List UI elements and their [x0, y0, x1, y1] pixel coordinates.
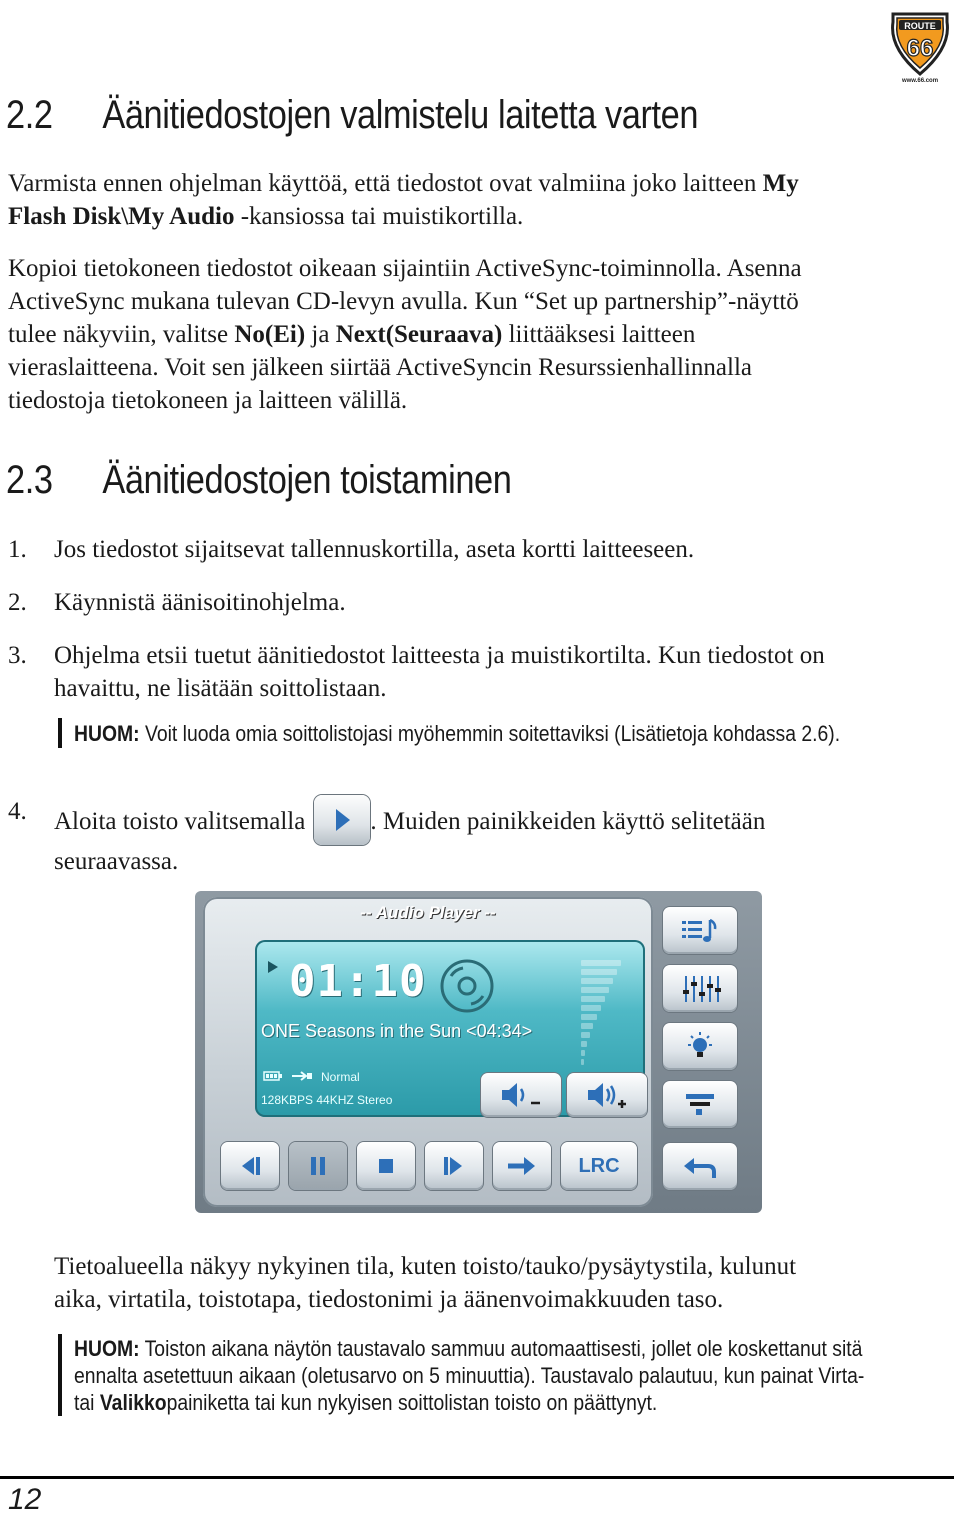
- section-2-2-heading: [6, 93, 698, 138]
- back-button[interactable]: [663, 1143, 737, 1190]
- note-text: ennalta asetettuun aikaan (oletusarvo on 5 minuuttia). Taustavalo palautuu, kun painat Virta-: [74, 1363, 865, 1388]
- step-text: [54, 795, 765, 878]
- section-title: Äänitiedostojen toistaminen: [102, 458, 512, 502]
- note-text: Toiston aikana näytön taustavalo sammuu automaattisesti, jollet ole koskettanut sitä: [139, 1336, 863, 1361]
- playlist-button[interactable]: [663, 907, 737, 954]
- next-button[interactable]: [425, 1142, 483, 1190]
- player-title: -- Audio Player --: [360, 903, 496, 922]
- note-text: tai: [74, 1390, 100, 1415]
- note-text: Voit luoda omia soittolistojasi myöhemmin soitettaviksi (Lisätietoja kohdassa 2.6).: [139, 721, 841, 746]
- volume-meter: [581, 960, 621, 1080]
- player-frame: [203, 897, 653, 1207]
- text: havaittu, ne lisätään soittolistaan.: [54, 675, 387, 702]
- volume-down-icon: [496, 1077, 546, 1113]
- section-2-3-heading: [6, 458, 511, 503]
- note-text: painiketta tai kun nykyisen soittolistan toisto on päättynyt.: [166, 1390, 658, 1415]
- step-number: 2.: [8, 589, 27, 616]
- step-text: Jos tiedostot sijaitsevat tallennuskortilla, aseta kortti laitteeseen.: [54, 536, 695, 563]
- step-text: [54, 639, 825, 705]
- play-button-image: [314, 795, 370, 845]
- lyrics-button-label: LRC: [578, 1154, 620, 1177]
- text: Ohjelma etsii tuetut äänitiedostot laitteesta ja muistikortilta. Kun tiedostot on: [54, 642, 825, 669]
- equalizer-button[interactable]: [663, 965, 737, 1012]
- note-bar: [58, 718, 62, 748]
- cd-icon: [439, 958, 495, 1014]
- logo-number: 66: [906, 35, 934, 62]
- lyrics-button[interactable]: [561, 1142, 637, 1190]
- text: Tietoalueella näkyy nykyinen tila, kuten toisto/tauko/pysäytystila, kulunut: [54, 1253, 797, 1280]
- text: seuraavassa.: [54, 848, 179, 875]
- volume-down-button[interactable]: [481, 1073, 561, 1117]
- text: tiedostoja tietokoneen ja laitteen välillä.: [8, 387, 408, 414]
- list-item: [8, 639, 958, 705]
- playlist-icon: [678, 914, 722, 948]
- footer-rule: [0, 1476, 954, 1479]
- backlight-button[interactable]: [663, 1023, 737, 1070]
- bold-text: No(Ei): [234, 321, 306, 348]
- note-bold: Valikko: [99, 1390, 167, 1415]
- stop-icon: [366, 1151, 406, 1181]
- note-bar: [58, 1334, 62, 1416]
- list-item: [8, 795, 948, 875]
- section-number: 2.2: [6, 93, 53, 137]
- bold-text: My: [762, 170, 799, 197]
- logo-top-text: ROUTE: [904, 21, 936, 31]
- step-number: 1.: [8, 536, 27, 563]
- text: . Muiden painikkeiden käyttö selitetään: [370, 808, 766, 835]
- text: ActiveSync mukana tulevan CD-levyn avulla. Kun “Set up partnership”-näyttö: [8, 288, 799, 315]
- step-number: 3.: [8, 642, 27, 669]
- play-status-icon: [267, 960, 279, 974]
- equalizer-icon: [678, 972, 722, 1006]
- pause-icon: [298, 1151, 338, 1181]
- page-number: 12: [8, 1483, 42, 1516]
- note-label: HUOM:: [74, 721, 140, 746]
- section-title: Äänitiedostojen valmistelu laitetta varten: [102, 93, 699, 137]
- list-item: [8, 586, 948, 619]
- play-icon: [314, 795, 370, 845]
- volume-up-button[interactable]: [567, 1073, 647, 1117]
- text: tulee näkyviin, valitse: [8, 321, 235, 348]
- text: vieraslaitteena. Voit sen jälkeen siirtää ActiveSyncin Resurssienhallinnalla: [8, 354, 753, 381]
- next-icon: [434, 1151, 474, 1181]
- bold-text: Next(Seuraava): [335, 321, 503, 348]
- elapsed-time: 01:10: [289, 956, 427, 1007]
- step-text: Käynnistä äänisoitinohjelma.: [54, 589, 346, 616]
- settings-list-icon: [678, 1088, 722, 1122]
- audio-player-screenshot: [195, 891, 762, 1213]
- text: aika, virtatila, toistotapa, tiedostonimi ja äänenvoimakkuuden taso.: [54, 1286, 724, 1313]
- volume-up-icon: [582, 1077, 632, 1113]
- logo-url: www.66.com: [901, 78, 939, 84]
- lightbulb-icon: [678, 1030, 722, 1064]
- repeat-mode-icon: [291, 1070, 313, 1082]
- note-playlist: [74, 720, 840, 747]
- previous-button[interactable]: [221, 1142, 279, 1190]
- section-number: 2.3: [6, 458, 53, 502]
- stop-button[interactable]: [357, 1142, 415, 1190]
- back-arrow-icon: [678, 1150, 722, 1184]
- list-item: [8, 533, 948, 566]
- paragraph-activesync: [8, 252, 948, 417]
- note-label: HUOM:: [74, 1336, 140, 1361]
- player-side-buttons: [661, 903, 749, 1203]
- route66-logo: [887, 8, 953, 84]
- battery-icon: [263, 1070, 283, 1082]
- paragraph-info-area: [54, 1250, 954, 1316]
- audio-info: 128KBPS 44KHZ Stereo: [261, 1093, 393, 1107]
- text: Kopioi tietokoneen tiedostot oikeaan sijaintiin ActiveSync-toiminnolla. Asenna: [8, 255, 802, 282]
- note-backlight: [74, 1335, 864, 1416]
- text: -kansiossa tai muistikortilla.: [234, 203, 524, 230]
- text: ja: [305, 321, 336, 348]
- previous-icon: [230, 1151, 270, 1181]
- forward-button[interactable]: [493, 1142, 551, 1190]
- text: Varmista ennen ohjelman käyttöä, että tiedostot ovat valmiina joko laitteen: [8, 170, 763, 197]
- song-title: ONE Seasons in the Sun <04:34>: [261, 1021, 533, 1041]
- settings-button[interactable]: [663, 1081, 737, 1128]
- pause-button[interactable]: [289, 1142, 347, 1190]
- step-number: 4.: [8, 798, 27, 825]
- play-mode: Normal: [321, 1070, 360, 1084]
- paragraph-prepare: [8, 167, 948, 233]
- bold-path: Flash Disk\My Audio: [8, 203, 235, 230]
- arrow-right-icon: [502, 1151, 542, 1181]
- text: liittääksesi laitteen: [502, 321, 696, 348]
- text: Aloita toisto valitsemalla: [54, 808, 306, 835]
